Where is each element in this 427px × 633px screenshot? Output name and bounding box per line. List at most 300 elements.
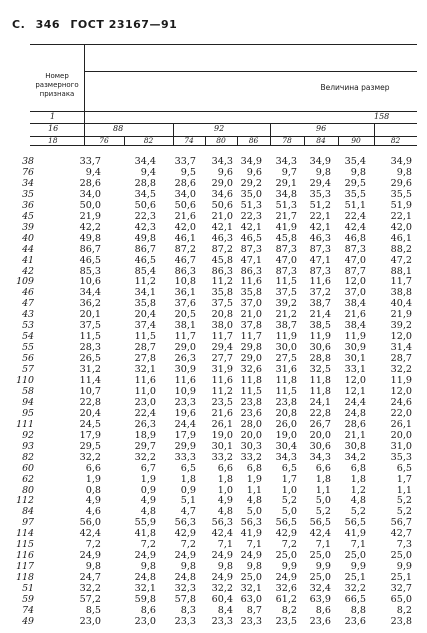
row-id: 35 — [22, 188, 34, 200]
table-row — [0, 528, 427, 539]
table-row — [0, 583, 427, 594]
table-row — [0, 430, 427, 441]
table-cell: 47,0 — [344, 254, 366, 266]
table-cell: 85,4 — [134, 265, 156, 277]
table-cell: 42,4 — [344, 221, 366, 233]
table-cell: 23,3 — [174, 396, 196, 408]
table-cell: 30,3 — [240, 440, 262, 452]
table-row — [0, 485, 427, 496]
table-cell: 17,9 — [174, 429, 196, 441]
table-cell: 9,8 — [140, 561, 156, 573]
table-cell: 7,2 — [281, 539, 297, 551]
table-cell: 38,0 — [211, 320, 233, 332]
table-cell: 22,8 — [79, 396, 101, 408]
table-cell: 30,8 — [344, 440, 366, 452]
table-cell: 42,9 — [174, 528, 196, 540]
table-cell: 29,6 — [390, 177, 412, 189]
table-cell: 24,4 — [174, 418, 196, 430]
table-cell: 46,1 — [174, 232, 196, 244]
table-cell: 17,9 — [79, 429, 101, 441]
table-cell: 11,7 — [390, 276, 412, 288]
table-cell: 29,2 — [240, 177, 262, 189]
table-cell: 37,2 — [309, 287, 331, 299]
table-cell: 1,1 — [246, 484, 262, 496]
table-cell: 20,0 — [240, 429, 262, 441]
table-cell: 34,5 — [134, 188, 156, 200]
table-cell: 45,8 — [275, 232, 297, 244]
table-cell: 87,3 — [275, 243, 297, 255]
table-cell: 23,8 — [275, 396, 297, 408]
table-row — [0, 342, 427, 353]
table-cell: 37,6 — [174, 298, 196, 310]
table-cell: 5,0 — [246, 506, 262, 518]
table-cell: 9,8 — [246, 561, 262, 573]
group-88: 88 — [113, 124, 124, 133]
row-id: 47 — [22, 298, 34, 310]
row-id: 56 — [22, 353, 34, 365]
table-cell: 12,0 — [390, 385, 412, 397]
table-cell: 31,4 — [390, 342, 412, 354]
table-cell: 6,6 — [217, 462, 233, 474]
table-cell: 37,5 — [79, 320, 101, 332]
table-cell: 38,7 — [275, 320, 297, 332]
row-id: 116 — [16, 550, 34, 562]
col-h-7: 84 — [316, 136, 326, 145]
table-cell: 26,3 — [134, 418, 156, 430]
row-id: 40 — [22, 232, 34, 244]
table-cell: 7,1 — [217, 539, 233, 551]
table-cell: 11,4 — [79, 375, 101, 386]
table-cell: 1,7 — [281, 473, 297, 485]
table-cell: 25,1 — [390, 572, 412, 584]
table-row — [0, 320, 427, 331]
table-cell: 32,2 — [211, 583, 233, 595]
table-row — [0, 561, 427, 572]
table-cell: 41,9 — [275, 221, 297, 233]
table-cell: 10,7 — [79, 385, 101, 397]
table-cell: 0,9 — [140, 484, 156, 496]
table-cell: 38,8 — [390, 287, 412, 299]
table-cell: 47,1 — [309, 254, 331, 266]
table-cell: 20,8 — [211, 309, 233, 321]
table-cell: 1,8 — [180, 473, 196, 485]
table-row — [0, 200, 427, 211]
table-row — [0, 331, 427, 342]
table-cell: 25,0 — [240, 572, 262, 584]
row-id: 36 — [22, 199, 34, 211]
table-cell: 4,8 — [140, 506, 156, 518]
table-cell: 46,7 — [174, 254, 196, 266]
table-cell: 22,0 — [390, 407, 412, 419]
table-cell: 12,1 — [344, 385, 366, 397]
row-id: 42 — [22, 265, 34, 277]
table-cell: 42,7 — [390, 528, 412, 540]
row-id: 74 — [22, 604, 34, 616]
table-cell: 5,2 — [396, 495, 412, 507]
table-cell: 11,2 — [211, 276, 233, 288]
table-cell: 42,1 — [309, 221, 331, 233]
table-cell: 46,8 — [344, 232, 366, 244]
table-cell: 24,9 — [211, 572, 233, 584]
table-row — [0, 298, 427, 309]
table-cell: 87,3 — [240, 243, 262, 255]
table-cell: 1,8 — [315, 473, 331, 485]
table-cell: 22,4 — [344, 210, 366, 222]
table-cell: 1,2 — [350, 484, 366, 496]
table-row — [0, 594, 427, 605]
table-cell: 29,9 — [174, 440, 196, 452]
table-cell: 11,5 — [275, 276, 297, 288]
row-id: 110 — [16, 375, 34, 386]
table-row — [0, 276, 427, 287]
table-cell: 11,6 — [174, 375, 196, 386]
table-row — [0, 408, 427, 419]
table-cell: 32,6 — [240, 364, 262, 376]
table-cell: 8,2 — [396, 604, 412, 616]
table-cell: 9,8 — [85, 561, 101, 573]
table-cell: 32,2 — [390, 364, 412, 376]
table-cell: 25,0 — [390, 550, 412, 562]
table-cell: 5,2 — [315, 506, 331, 518]
table-cell: 46,1 — [390, 232, 412, 244]
row-id: 93 — [22, 440, 34, 452]
table-cell: 11,0 — [134, 385, 156, 397]
table-cell: 9,8 — [217, 561, 233, 573]
table-cell: 35,8 — [134, 298, 156, 310]
table-row — [0, 167, 427, 178]
standard-code: ГОСТ 23167—91 — [70, 18, 178, 31]
table-cell: 5,2 — [396, 506, 412, 518]
table-cell: 9,8 — [350, 166, 366, 178]
header-row1-rule — [30, 111, 417, 112]
table-cell: 6,5 — [281, 462, 297, 474]
row-id: 82 — [22, 451, 34, 463]
table-cell: 36,2 — [79, 298, 101, 310]
value-caption: Величина размер — [320, 83, 390, 92]
table-cell: 25,0 — [275, 550, 297, 562]
table-cell: 7,2 — [140, 539, 156, 551]
row-id: 95 — [22, 407, 34, 419]
table-cell: 39,2 — [390, 320, 412, 332]
row-id: 51 — [22, 583, 34, 595]
table-cell: 29,4 — [211, 342, 233, 354]
table-cell: 32,4 — [309, 583, 331, 595]
table-cell: 51,9 — [390, 199, 412, 211]
table-cell: 28,7 — [134, 342, 156, 354]
table-cell: 29,4 — [309, 177, 331, 189]
table-cell: 19,0 — [211, 429, 233, 441]
table-cell: 24,9 — [79, 550, 101, 562]
table-cell: 86,3 — [174, 265, 196, 277]
table-cell: 21,2 — [275, 309, 297, 321]
table-cell: 35,8 — [240, 287, 262, 299]
row-id: 46 — [22, 287, 34, 299]
table-cell: 6,6 — [85, 462, 101, 474]
table-row — [0, 441, 427, 452]
table-cell: 26,1 — [390, 418, 412, 430]
table-cell: 46,5 — [134, 254, 156, 266]
table-cell: 30,0 — [275, 342, 297, 354]
table-cell: 47,0 — [275, 254, 297, 266]
table-cell: 34,2 — [344, 451, 366, 463]
table-cell: 9,9 — [281, 561, 297, 573]
table-cell: 10,9 — [174, 385, 196, 397]
table-row — [0, 178, 427, 189]
table-cell: 30,1 — [211, 440, 233, 452]
table-cell: 22,3 — [134, 210, 156, 222]
table-cell: 6,8 — [246, 462, 262, 474]
table-cell: 37,0 — [344, 287, 366, 299]
table-cell: 32,5 — [309, 364, 331, 376]
table-cell: 26,5 — [79, 353, 101, 365]
table-cell: 65,0 — [390, 594, 412, 605]
table-cell: 32,1 — [134, 364, 156, 376]
table-cell: 59,8 — [134, 594, 156, 605]
table-cell: 42,4 — [309, 528, 331, 540]
table-cell: 61,2 — [275, 594, 297, 605]
table-cell: 21,9 — [390, 309, 412, 321]
table-cell: 26,0 — [275, 418, 297, 430]
table-cell: 11,9 — [309, 331, 331, 343]
table-row — [0, 364, 427, 375]
table-cell: 34,0 — [174, 188, 196, 200]
table-cell: 4,8 — [246, 495, 262, 507]
table-row — [0, 572, 427, 583]
table-cell: 41,9 — [240, 528, 262, 540]
table-cell: 56,0 — [79, 517, 101, 529]
table-cell: 5,0 — [281, 506, 297, 518]
table-cell: 56,3 — [211, 517, 233, 529]
table-row — [0, 419, 427, 430]
table-cell: 1,9 — [140, 473, 156, 485]
table-cell: 6,7 — [140, 462, 156, 474]
col-h-4: 80 — [216, 136, 226, 145]
page-number: 346 — [35, 18, 61, 31]
table-cell: 9,4 — [85, 166, 101, 178]
row-id: 115 — [16, 539, 34, 551]
table-cell: 30,6 — [309, 342, 331, 354]
table-cell: 42,1 — [240, 221, 262, 233]
row-id: 97 — [22, 517, 34, 529]
table-cell: 28,6 — [174, 177, 196, 189]
table-cell: 8,6 — [315, 604, 331, 616]
table-cell: 34,0 — [79, 188, 101, 200]
table-cell: 33,1 — [344, 364, 366, 376]
table-cell: 31,2 — [79, 364, 101, 376]
table-cell: 50,6 — [211, 199, 233, 211]
table-cell: 32,1 — [134, 583, 156, 595]
table-cell: 42,4 — [79, 528, 101, 540]
table-cell: 11,5 — [275, 385, 297, 397]
table-cell: 28,8 — [134, 177, 156, 189]
table-cell: 49,8 — [134, 232, 156, 244]
table-cell: 27,8 — [134, 353, 156, 365]
table-cell: 21,9 — [79, 210, 101, 222]
row-id: 49 — [22, 615, 34, 627]
table-row — [0, 550, 427, 561]
table-cell: 4,9 — [140, 495, 156, 507]
row-id: 111 — [16, 418, 34, 430]
table-cell: 34,1 — [134, 287, 156, 299]
table-cell: 47,2 — [390, 254, 412, 266]
table-cell: 9,9 — [350, 561, 366, 573]
row3-label: 18 — [48, 136, 58, 145]
table-cell: 5,0 — [315, 495, 331, 507]
table-cell: 63,0 — [240, 594, 262, 605]
table-cell: 46,5 — [240, 232, 262, 244]
table-cell: 21,6 — [344, 309, 366, 321]
table-cell: 21,6 — [211, 407, 233, 419]
table-row — [0, 375, 427, 386]
table-cell: 34,9 — [309, 156, 331, 167]
table-cell: 32,2 — [134, 451, 156, 463]
table-cell: 24,8 — [344, 407, 366, 419]
table-cell: 8,7 — [246, 604, 262, 616]
table-cell: 30,9 — [174, 364, 196, 376]
table-cell: 9,7 — [281, 166, 297, 178]
table-cell: 24,9 — [275, 572, 297, 584]
table-cell: 21,1 — [344, 429, 366, 441]
table-cell: 37,5 — [275, 287, 297, 299]
table-cell: 11,5 — [79, 331, 101, 343]
table-cell: 11,9 — [344, 331, 366, 343]
row-id: 39 — [22, 221, 34, 233]
table-cell: 8,2 — [281, 604, 297, 616]
table-row — [0, 353, 427, 364]
table-cell: 23,3 — [174, 615, 196, 627]
table-cell: 26,1 — [211, 418, 233, 430]
table-cell: 60,4 — [211, 594, 233, 605]
table-cell: 5,1 — [180, 495, 196, 507]
table-cell: 1,9 — [85, 473, 101, 485]
table-cell: 22,1 — [309, 210, 331, 222]
table-cell: 1,1 — [396, 484, 412, 496]
table-cell: 41,9 — [344, 528, 366, 540]
table-cell: 26,7 — [309, 418, 331, 430]
table-cell: 28,6 — [79, 177, 101, 189]
table-cell: 85,3 — [79, 265, 101, 277]
table-cell: 8,8 — [350, 604, 366, 616]
row-id: 44 — [22, 243, 34, 255]
table-cell: 38,4 — [344, 298, 366, 310]
row-id: 62 — [22, 473, 34, 485]
table-cell: 88,1 — [390, 265, 412, 277]
header-label-divider — [84, 44, 85, 145]
table-cell: 9,6 — [246, 166, 262, 178]
table-cell: 40,4 — [390, 298, 412, 310]
row-id: 114 — [16, 528, 34, 540]
table-cell: 28,7 — [390, 353, 412, 365]
table-cell: 11,9 — [275, 331, 297, 343]
table-cell: 23,8 — [240, 396, 262, 408]
table-cell: 42,1 — [211, 221, 233, 233]
table-cell: 6,5 — [396, 462, 412, 474]
table-row — [0, 616, 427, 627]
table-cell: 12,0 — [344, 375, 366, 386]
table-cell: 9,8 — [396, 166, 412, 178]
row-id: 112 — [16, 495, 34, 507]
table-cell: 42,0 — [390, 221, 412, 233]
table-header — [30, 44, 417, 145]
table-row — [0, 189, 427, 200]
table-cell: 56,5 — [275, 517, 297, 529]
table-cell: 51,1 — [344, 199, 366, 211]
table-cell: 10,8 — [174, 276, 196, 288]
table-cell: 30,1 — [344, 353, 366, 365]
table-cell: 56,7 — [390, 517, 412, 529]
table-cell: 11,6 — [309, 276, 331, 288]
table-cell: 11,6 — [134, 375, 156, 386]
table-cell: 33,2 — [240, 451, 262, 463]
table-cell: 9,4 — [140, 166, 156, 178]
col-h-2: 82 — [143, 136, 154, 145]
table-cell: 87,3 — [344, 243, 366, 255]
table-cell: 11,9 — [390, 375, 412, 386]
table-cell: 18,9 — [134, 429, 156, 441]
table-cell: 22,4 — [134, 407, 156, 419]
table-cell: 23,6 — [309, 615, 331, 627]
table-cell: 23,8 — [390, 615, 412, 627]
row-id: 117 — [16, 561, 34, 573]
table-cell: 8,3 — [180, 604, 196, 616]
table-cell: 0,9 — [180, 484, 196, 496]
table-cell: 20,1 — [79, 309, 101, 321]
table-cell: 34,3 — [309, 451, 331, 463]
table-cell: 29,0 — [211, 177, 233, 189]
table-cell: 51,3 — [240, 199, 262, 211]
table-cell: 7,1 — [246, 539, 262, 551]
table-cell: 25,0 — [309, 572, 331, 584]
table-cell: 32,3 — [174, 583, 196, 595]
table-cell: 29,5 — [79, 440, 101, 452]
table-cell: 1,9 — [246, 473, 262, 485]
col-h-3: 74 — [184, 136, 194, 145]
table-cell: 51,3 — [275, 199, 297, 211]
col-h-9: 82 — [390, 136, 401, 145]
table-cell: 28,3 — [79, 342, 101, 354]
table-cell: 33,7 — [174, 156, 196, 167]
table-cell: 23,3 — [211, 615, 233, 627]
table-cell: 46,3 — [309, 232, 331, 244]
table-cell: 1,0 — [217, 484, 233, 496]
row-id: 118 — [16, 572, 34, 584]
table-cell: 86,7 — [134, 243, 156, 255]
table-cell: 46,3 — [211, 232, 233, 244]
table-cell: 87,7 — [344, 265, 366, 277]
row-id: 84 — [22, 506, 34, 518]
table-cell: 33,3 — [174, 451, 196, 463]
table-cell: 12,0 — [390, 331, 412, 343]
table-cell: 86,3 — [240, 265, 262, 277]
row-id: 57 — [22, 364, 34, 376]
table-row — [0, 255, 427, 266]
table-cell: 29,7 — [134, 440, 156, 452]
table-cell: 8,5 — [85, 604, 101, 616]
table-cell: 35,0 — [240, 188, 262, 200]
table-cell: 5,2 — [350, 506, 366, 518]
table-cell: 23,0 — [134, 615, 156, 627]
table-cell: 11,2 — [134, 276, 156, 288]
row-id: 92 — [22, 429, 34, 441]
table-cell: 1,8 — [350, 473, 366, 485]
table-cell: 87,2 — [174, 243, 196, 255]
table-row — [0, 309, 427, 320]
table-cell: 20,8 — [275, 407, 297, 419]
row2-label: 16 — [48, 124, 59, 133]
table-cell: 28,6 — [344, 418, 366, 430]
table-cell: 86,7 — [79, 243, 101, 255]
table-cell: 32,2 — [344, 583, 366, 595]
